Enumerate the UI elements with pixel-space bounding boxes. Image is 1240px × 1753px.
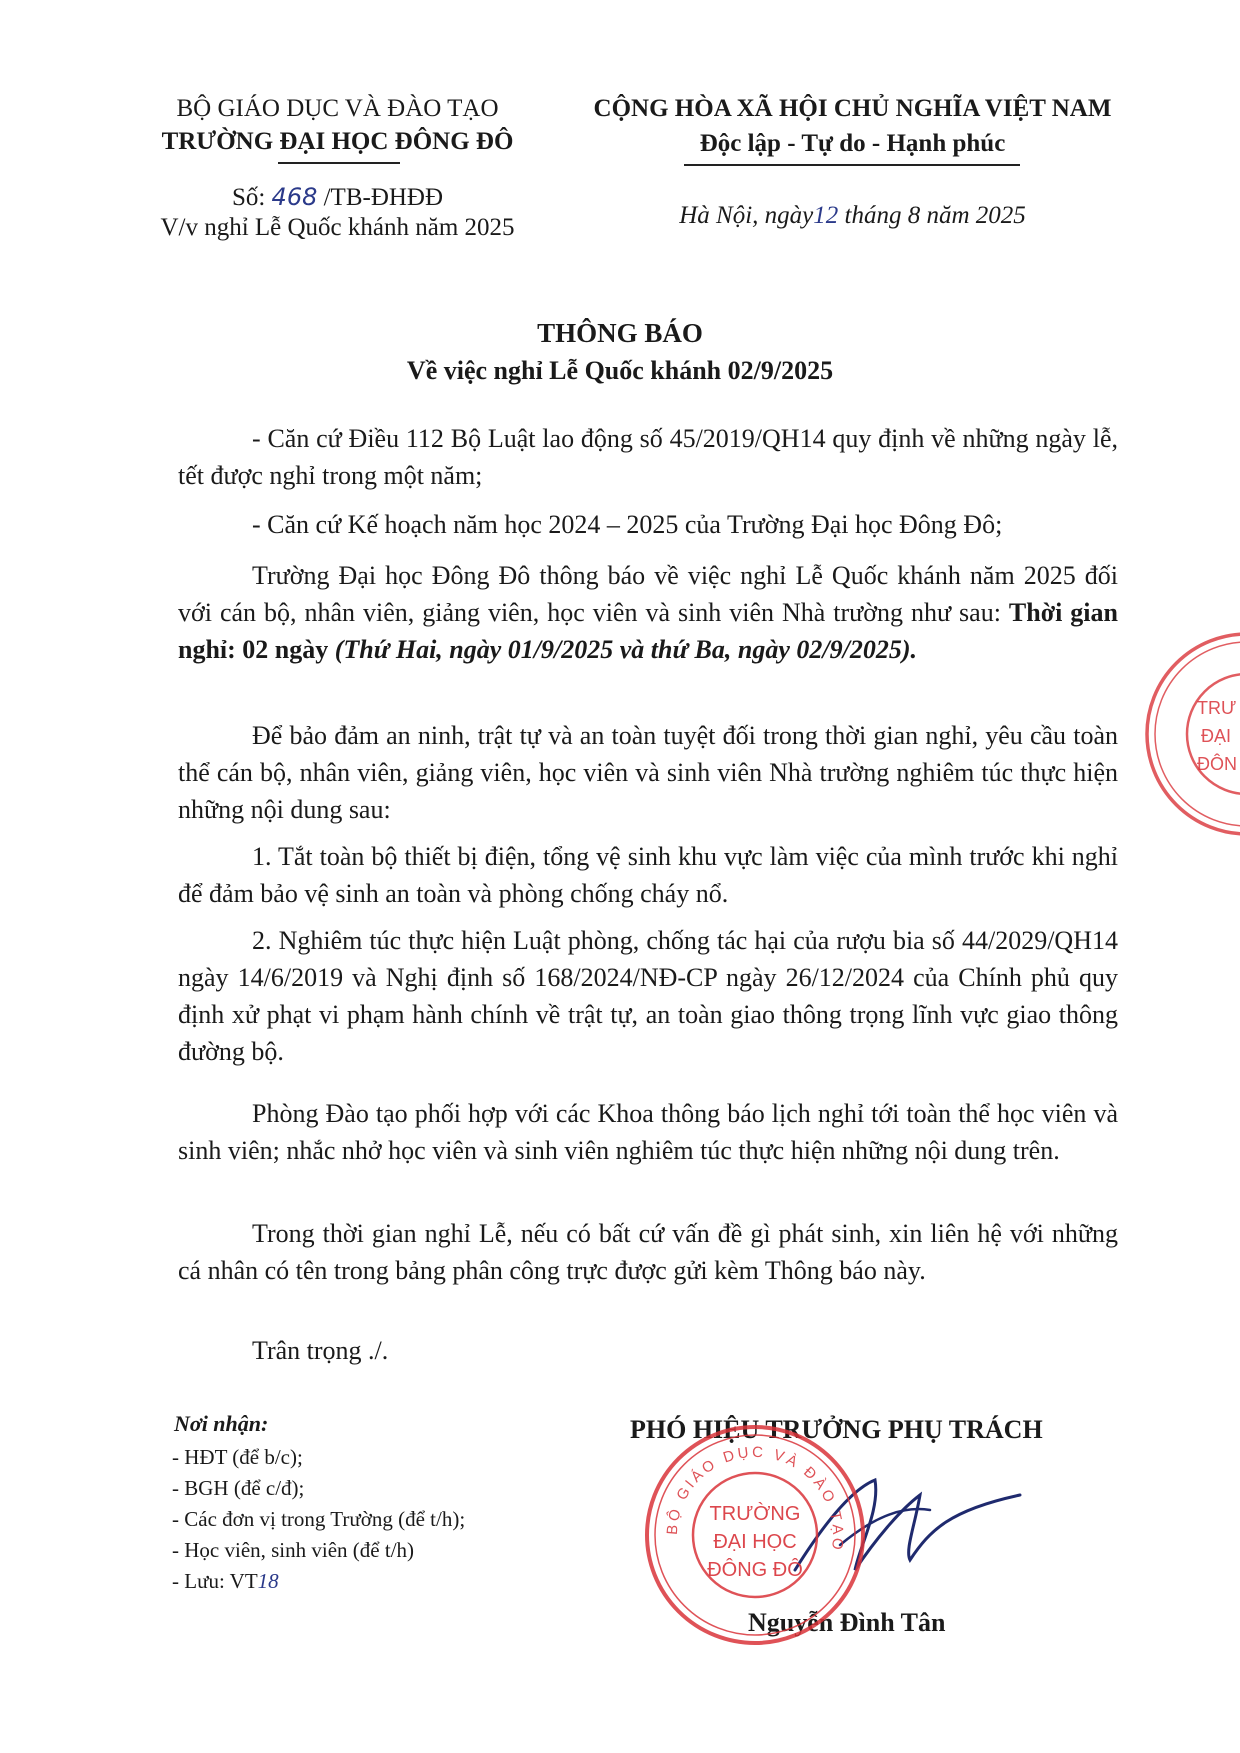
- paragraph-legal-basis-2: - Căn cứ Kế hoạch năm học 2024 – 2025 của Trường Đại học Đông Đô;: [252, 510, 1003, 539]
- closing-greeting: Trân trọng ./.: [252, 1336, 389, 1365]
- nation-name: CỘNG HÒA XÃ HỘI CHỦ NGHĨA VIỆT NAM: [593, 95, 1112, 122]
- national-motto: Độc lập - Tự do - Hạnh phúc: [699, 130, 1006, 157]
- svg-text:ĐÔN: ĐÔN: [1197, 754, 1237, 774]
- number-prefix: Số:: [231, 184, 266, 211]
- number-handwritten: 468: [271, 183, 318, 211]
- recipient-item: - Các đơn vị trong Trường (để t/h);: [172, 1507, 466, 1531]
- paragraph-contact: Trong thời gian nghỉ Lễ, nếu có bất cứ vấn đề gì phát sinh, xin liên hệ với những cá nhân có tên trong bảng phân công trực được gửi kèm Thông báo này.: [178, 1219, 1118, 1285]
- holiday-duration: Thời gian nghỉ: 02 ngày: [178, 598, 1118, 664]
- recipients-list: [172, 1442, 465, 1597]
- seal-line-2: ĐẠI HỌC: [713, 1531, 797, 1553]
- recipient-item: - HĐT (để b/c);: [172, 1445, 303, 1469]
- recipient-item: [172, 1566, 465, 1597]
- signer-position: PHÓ HIỆU TRƯỞNG PHỤ TRÁCH: [630, 1415, 1043, 1444]
- margin-seal-partial: [1135, 632, 1240, 842]
- recipients-heading: Nơi nhận:: [174, 1411, 269, 1436]
- svg-text:TRƯ: TRƯ: [1197, 698, 1237, 718]
- paragraph-item-1: 1. Tắt toàn bộ thiết bị điện, tổng vệ sinh khu vực làm việc của mình trước khi nghỉ để đảm bảo vệ sinh an toàn và phòng chống cháy nổ.: [178, 842, 1118, 908]
- date-prefix: Hà Nội, ngày: [679, 202, 814, 229]
- school-underline: [278, 162, 400, 164]
- date-suffix: tháng 8 năm 2025: [844, 202, 1026, 229]
- signer-name: Nguyễn Đình Tân: [748, 1608, 946, 1637]
- announcement-text: Trường Đại học Đông Đô thông báo về việc nghỉ Lễ Quốc khánh năm 2025 đối với cán bộ, nhân viên, giảng viên, học viên và sinh viên Nhà trường như sau:: [178, 561, 1118, 627]
- official-seal: [640, 1420, 870, 1650]
- document-number: [140, 183, 535, 212]
- school-name: TRƯỜNG ĐẠI HỌC ĐÔNG ĐÔ: [161, 128, 514, 155]
- ministry-name: BỘ GIÁO DỤC VÀ ĐÀO TẠO: [176, 95, 499, 122]
- archive-label: - Lưu: VT: [172, 1569, 258, 1593]
- notice-subtitle: Về việc nghỉ Lễ Quốc khánh 02/9/2025: [406, 356, 834, 385]
- paragraph-requirements: Để bảo đảm an ninh, trật tự và an toàn tuyệt đối trong thời gian nghỉ, yêu cầu toàn thể cán bộ, nhân viên, giảng viên, học viên và sinh viên Nhà trường nghiêm túc thực hiện những nội dung sau:: [178, 721, 1118, 824]
- place-date: [570, 202, 1135, 230]
- svg-text:ĐẠI: ĐẠI: [1201, 726, 1232, 746]
- date-day-handwritten: 12: [813, 202, 839, 229]
- paragraph-training-office: Phòng Đào tạo phối hợp với các Khoa thông báo lịch nghỉ tới toàn thể học viên và sinh viên; nhắc nhở học viên và sinh viên nghiêm túc thực hiện những nội dung trên.: [178, 1099, 1118, 1165]
- holiday-dates: (Thứ Hai, ngày 01/9/2025 và thứ Ba, ngày 02/9/2025).: [334, 635, 917, 664]
- seal-ring-text: BỘ GIÁO DỤC VÀ ĐÀO TẠO: [663, 1443, 847, 1554]
- motto-underline: [684, 164, 1020, 166]
- notice-title: THÔNG BÁO: [537, 318, 703, 348]
- recipient-item: - Học viên, sinh viên (để t/h): [172, 1538, 415, 1562]
- paragraph-legal-basis-1: - Căn cứ Điều 112 Bộ Luật lao động số 45/2019/QH14 quy định về những ngày lễ, tết được nghỉ trong một năm;: [178, 424, 1118, 490]
- recipient-item: - BGH (để c/đ);: [172, 1476, 305, 1500]
- archive-count-handwritten: 18: [257, 1569, 279, 1593]
- seal-line-1: TRƯỜNG: [709, 1503, 801, 1525]
- number-suffix: /TB-ĐHĐĐ: [323, 184, 444, 211]
- document-subject: V/v nghỉ Lễ Quốc khánh năm 2025: [160, 214, 515, 241]
- paragraph-announcement: [178, 557, 1118, 668]
- seal-line-3: ĐÔNG ĐÔ: [707, 1559, 803, 1581]
- paragraph-item-2: 2. Nghiêm túc thực hiện Luật phòng, chống tác hại của rượu bia số 44/2029/QH14 ngày 14/6/2019 và Nghị định số 168/2024/NĐ-CP ngày 26/12/2024 của Chính phủ quy định xử phạt vi phạm hành chính về trật tự, an toàn giao thông trọng lĩnh vực giao thông đường bộ.: [178, 926, 1118, 1066]
